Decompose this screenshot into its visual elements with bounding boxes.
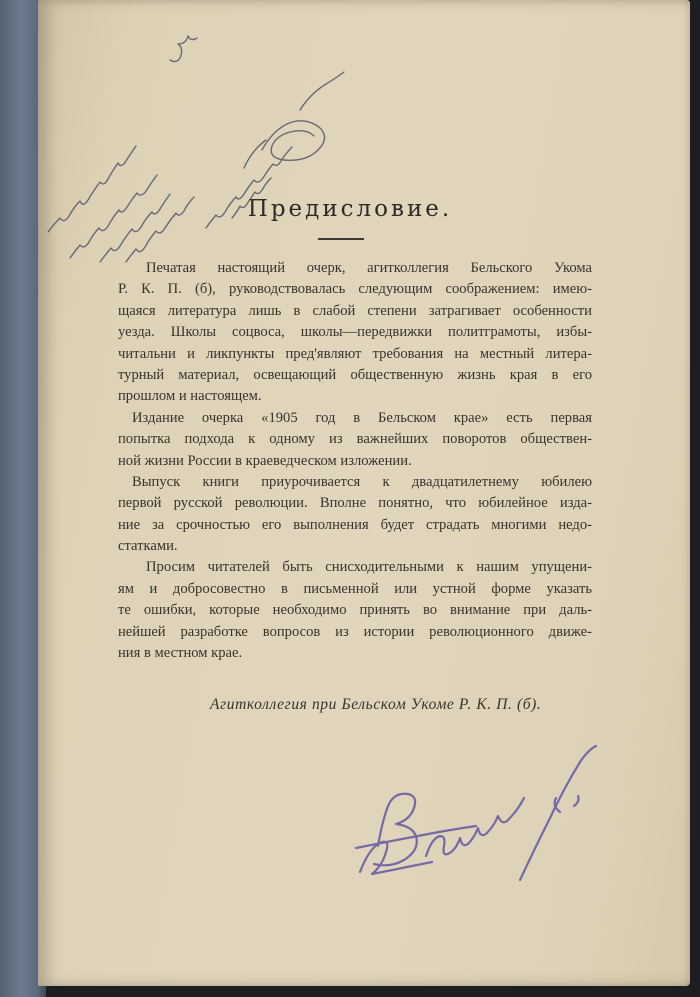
autograph-signature (356, 746, 596, 880)
text-line: Печатая настоящий очерк, агитколлегия Бельского Укома (146, 260, 592, 276)
text-line: Просим читателей быть снисходительными к нашим упущени- (146, 559, 592, 576)
text-line: статками. (118, 538, 178, 555)
text-line: ям и добросовестно в письменной или устной форме указать (118, 580, 592, 597)
text-line: уезда. Школы соцвоса, школы—передвижки политграмоты, избы- (118, 324, 592, 341)
text-line: прошлом и настоящем. (118, 388, 262, 405)
text-line: нейшей разработке вопросов из истории революционного движе- (118, 623, 592, 640)
text-line: Выпуск книги приурочивается к двадцатилетнему юбилею (132, 473, 592, 490)
text-line: турный материал, освещающий общественную жизнь края в его (118, 366, 592, 383)
text-line: ния в местном крае. (118, 645, 243, 662)
text-line: первой русской революции. Вполне понятно, что юбилейное изда- (118, 495, 592, 512)
pencil-inscription (48, 36, 344, 262)
text-line: читальни и ликпункты пред'являют требования на местный литера- (118, 345, 592, 362)
text-line: ной жизни России в краеведческом изложении. (118, 452, 412, 469)
text-line: те ошибки, которые необходимо принять во внимание при даль- (118, 602, 592, 619)
text-line: ние за срочностью его выполнения будет страдать многими недо- (118, 516, 592, 533)
text-line: Издание очерка «1905 год в Бельском крае» есть первая (132, 409, 592, 426)
text-line: Р. К. П. (б), руководствовалась следующим соображением: имею- (118, 281, 592, 298)
text-line: попытка подхода к одному из важнейших поворотов обществен- (118, 431, 592, 448)
text-line: щаяся литература лишь в слабой степени затрагивает особенности (118, 302, 592, 319)
page-heading: Предисловие. (247, 196, 453, 222)
printed-signature: Агитколлегия при Бельском Укоме Р. К. П. (б). (210, 696, 542, 713)
